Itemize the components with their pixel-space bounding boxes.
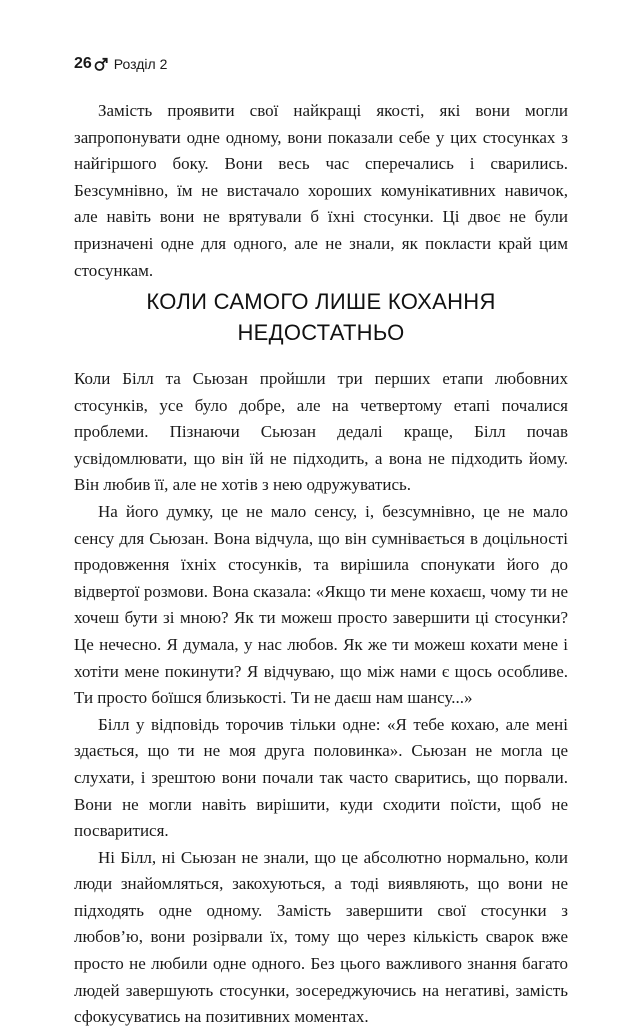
running-header (74, 55, 167, 73)
section-heading-line-1: КОЛИ САМОГО ЛИШЕ КОХАННЯ (146, 289, 496, 314)
body-paragraph-4: Ні Білл, ні Сьюзан не знали, що це абсолютно нормально, коли люди знайомляться, закохуються, а тоді виявляють, що вони не підходять одне одному. Замість завершити свої стосунки з любов’ю, вони розірвали їх, тому що через кількість сварок вже просто не любили одне одного. Без цього важливого знання багато людей завершують стосунки, зосереджуючись на негативі, замість сфокусуватись на позитивних моментах. (74, 847, 568, 1027)
body-paragraph-1: Коли Білл та Сьюзан пройшли три перших етапи любовних стосунків, усе було добре, але на четвертому етапі почалися проблеми. Пізнаючи Сьюзан дедалі краще, Білл почав усвідомлювати, що він їй не підходить, а вона не підходить йому. Він любив її, але не хотів з нею одружуватись. (74, 369, 568, 495)
body-paragraph-2: На його думку, це не мало сенсу, і, безсумнівно, це не мало сенсу для Сьюзан. Вона відчула, що він сумнівається в доцільності продовження їхніх стосунків, та вирішила спонукати його до відвертої розмови. Вона сказала: «Якщо ти мене кохаєш, чому ти не хочеш бути зі мною? Як ти можеш просто завершити ці стосунки? Це нечесно. Я думала, у нас любов. Як же ти можеш кохати мене і хотіти мене покинути? Я відчуваю, що між нами є щось особливе. Ти просто боїшся близькості. Ти не даєш нам шансу...» (74, 501, 568, 708)
male-symbol-icon (94, 56, 108, 72)
intro-text (74, 98, 568, 284)
section-body (74, 366, 568, 1031)
page-number: 26 (74, 55, 92, 72)
body-paragraph-3: Білл у відповідь торочив тільки одне: «Я тебе кохаю, але мені здається, що ти не моя друга половинка». Сьюзан не могла це слухати, і зрештою вони почали так часто сваритись, що порвали. Вони не могли навіть вирішити, куди сходити поїсти, щоб не посваритися. (74, 714, 568, 841)
section-heading-line-2: НЕДОСТАТНЬО (237, 320, 405, 345)
chapter-label: Розділ 2 (113, 56, 168, 72)
section-heading (74, 286, 568, 348)
intro-paragraph: Замість проявити свої найкращі якості, які вони могли запропонувати одне одному, вони показали себе у цих стосунках з найгіршого боку. Вони весь час сперечались і сварились. Безсумнівно, їм не вистачало хороших комунікативних навичок, але навіть вони не врятували б їхні стосунки. Ці двоє не були призначені одне для одного, але не знали, як покласти край цим стосункам. (74, 101, 568, 280)
